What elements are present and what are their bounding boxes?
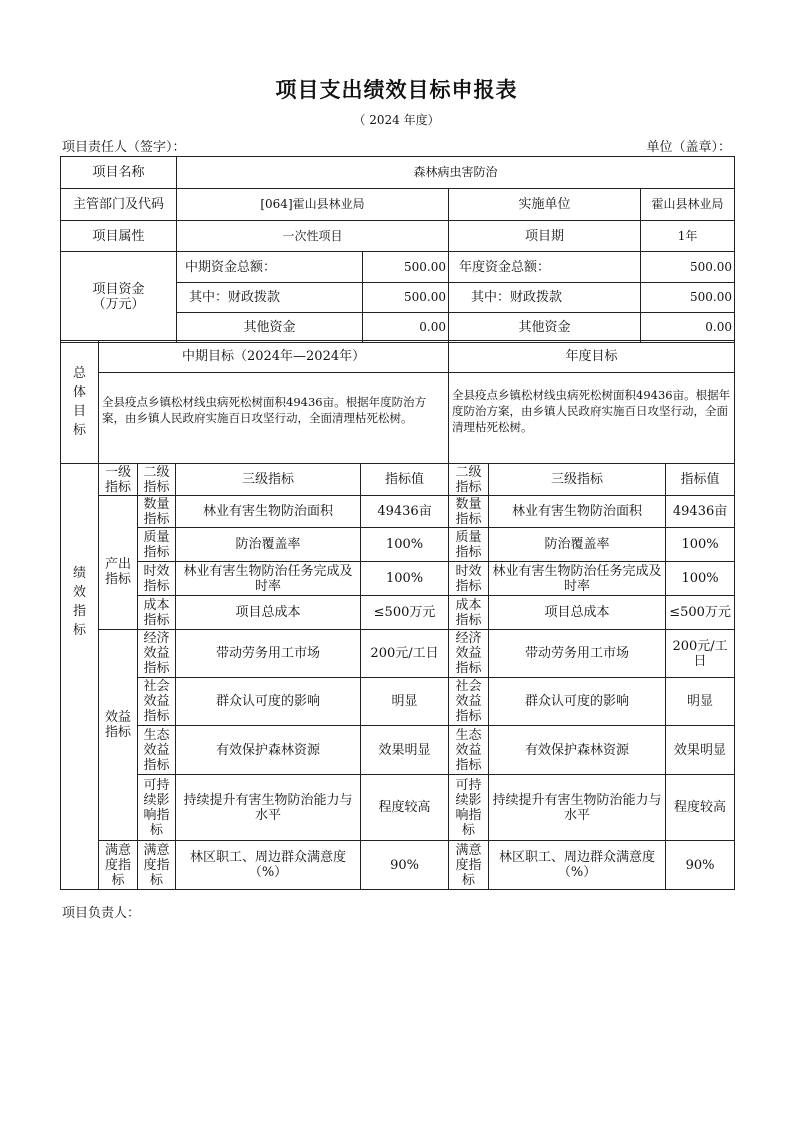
level2: 质量指标 [138, 528, 176, 562]
year-value: 效果明显 [666, 726, 735, 775]
project-funds-label [61, 252, 177, 343]
mid-fiscal-value: 500.00 [363, 283, 449, 313]
year-value: 100% [666, 562, 735, 596]
level3-annual: 林区职工、周边群众满意度（%） [489, 841, 666, 890]
annual-goal-text: 全县疫点乡镇松材线虫病死松树面积49436亩。根据年度防治方案，由乡镇人民政府实施百日攻坚行动，全面清理枯死松树。 [449, 373, 735, 464]
level2: 经济效益指标 [138, 630, 176, 678]
project-funds-label-line2: （万元） [92, 297, 145, 312]
header-level3: 三级指标 [176, 464, 361, 496]
overall-goal-label-text: 总体目标 [72, 366, 86, 438]
header-value: 指标值 [361, 464, 449, 496]
department-label: 主管部门及代码 [61, 189, 177, 221]
level2-annual: 经济效益指标 [449, 630, 489, 678]
header-level2: 二级指标 [138, 464, 176, 496]
implementing-unit-label: 实施单位 [449, 189, 641, 221]
level3: 项目总成本 [176, 596, 361, 630]
mid-other-label: 其他资金 [177, 313, 363, 343]
mid-value: 程度较高 [361, 775, 449, 841]
year-value: 200元/工日 [666, 630, 735, 678]
annual-goal-header: 年度目标 [449, 341, 735, 373]
indicator-header-row [61, 464, 735, 496]
mid-other-value: 0.00 [363, 313, 449, 343]
project-attribute-value: 一次性项目 [177, 221, 449, 252]
year-value: 90% [666, 841, 735, 890]
project-owner-label: 项目负责人： [62, 906, 141, 921]
level2-annual: 可持续影响指标 [449, 775, 489, 841]
mid-value: 100% [361, 562, 449, 596]
report-year: （ 2024 年度） [353, 113, 440, 127]
header-value-annual: 指标值 [666, 464, 735, 496]
year-value: 程度较高 [666, 775, 735, 841]
mid-value: 100% [361, 528, 449, 562]
indicator-row [61, 678, 735, 726]
level2: 生态效益指标 [138, 726, 176, 775]
row-project-name [61, 157, 735, 189]
year-value: 49436亩 [666, 496, 735, 528]
project-funds-label-line1: 项目资金 [92, 282, 145, 297]
goals-text-row [61, 373, 735, 464]
level1-output: 产出指标 [99, 496, 138, 630]
level3-annual: 林业有害生物防治面积 [489, 496, 666, 528]
level2-annual: 时效指标 [449, 562, 489, 596]
level3-annual: 林业有害生物防治任务完成及时率 [489, 562, 666, 596]
mid-fiscal-label: 其中：财政拨款 [177, 283, 363, 313]
project-period-value: 1年 [641, 221, 735, 252]
level2-annual: 满意度指标 [449, 841, 489, 890]
mid-value: 49436亩 [361, 496, 449, 528]
mid-value: 200元/工日 [361, 630, 449, 678]
unit-seal-label: 单位（盖章）： [646, 140, 731, 155]
year-value: 100% [666, 528, 735, 562]
project-attribute-label: 项目属性 [61, 221, 177, 252]
level3-annual: 防治覆盖率 [489, 528, 666, 562]
header-level1: 一级指标 [99, 464, 138, 496]
indicator-row [61, 726, 735, 775]
indicator-row [61, 775, 735, 841]
level2: 成本指标 [138, 596, 176, 630]
level1-benefit: 效益指标 [99, 630, 138, 841]
level3: 林业有害生物防治任务完成及时率 [176, 562, 361, 596]
row-department [61, 189, 735, 221]
level2: 社会效益指标 [138, 678, 176, 726]
row-project-attribute [61, 221, 735, 252]
header-level2-annual: 二级指标 [449, 464, 489, 496]
mid-total-label: 中期资金总额： [177, 252, 363, 283]
indicator-row [61, 596, 735, 630]
level3: 持续提升有害生物防治能力与水平 [176, 775, 361, 841]
level2: 满意度指标 [138, 841, 176, 890]
level2-annual: 社会效益指标 [449, 678, 489, 726]
year-total-label: 年度资金总额： [449, 252, 641, 283]
mid-value: 90% [361, 841, 449, 890]
performance-indicator-label-text: 绩效指标 [72, 565, 86, 638]
level3-annual: 有效保护森林资源 [489, 726, 666, 775]
indicator-row [61, 528, 735, 562]
level2: 可持续影响指标 [138, 775, 176, 841]
level3-annual: 带动劳务用工市场 [489, 630, 666, 678]
level3-annual: 项目总成本 [489, 596, 666, 630]
level3: 有效保护森林资源 [176, 726, 361, 775]
basic-info-table [60, 156, 735, 343]
year-value: 明显 [666, 678, 735, 726]
project-responsible-signature-label: 项目责任人（签字）： [62, 140, 186, 155]
year-other-label: 其他资金 [449, 313, 641, 343]
year-total-value: 500.00 [641, 252, 735, 283]
mid-total-value: 500.00 [363, 252, 449, 283]
mid-value: 效果明显 [361, 726, 449, 775]
level2-annual: 质量指标 [449, 528, 489, 562]
overall-goal-label [61, 341, 99, 464]
level3-annual: 群众认可度的影响 [489, 678, 666, 726]
row-fund-total [61, 252, 735, 283]
performance-goals-table [60, 340, 735, 890]
indicator-row [61, 496, 735, 528]
project-name-label: 项目名称 [61, 157, 177, 189]
year-value: ≤500万元 [666, 596, 735, 630]
level3: 林区职工、周边群众满意度（%） [176, 841, 361, 890]
level3: 林业有害生物防治面积 [176, 496, 361, 528]
mid-value: 明显 [361, 678, 449, 726]
level3: 带动劳务用工市场 [176, 630, 361, 678]
level3: 防治覆盖率 [176, 528, 361, 562]
indicator-row [61, 630, 735, 678]
year-fiscal-value: 500.00 [641, 283, 735, 313]
indicator-row [61, 562, 735, 596]
mid-term-goal-text: 全县疫点乡镇松材线虫病死松树面积49436亩。根据年度防治方案，由乡镇人民政府实施百日攻坚行动，全面清理枯死松树。 [99, 373, 449, 464]
mid-value: ≤500万元 [361, 596, 449, 630]
implementing-unit-value: 霍山县林业局 [641, 189, 735, 221]
year-other-value: 0.00 [641, 313, 735, 343]
level2-annual: 成本指标 [449, 596, 489, 630]
level3-annual: 持续提升有害生物防治能力与水平 [489, 775, 666, 841]
level3: 群众认可度的影响 [176, 678, 361, 726]
project-period-label: 项目期 [449, 221, 641, 252]
level2: 数量指标 [138, 496, 176, 528]
indicator-row [61, 841, 735, 890]
department-value: [064]霍山县林业局 [177, 189, 449, 221]
level2: 时效指标 [138, 562, 176, 596]
header-level3-annual: 三级指标 [489, 464, 666, 496]
level2-annual: 数量指标 [449, 496, 489, 528]
page-title: 项目支出绩效目标申报表 [275, 78, 518, 102]
project-name-value: 森林病虫害防治 [177, 157, 735, 189]
level1-satisfaction: 满意度指标 [99, 841, 138, 890]
level2-annual: 生态效益指标 [449, 726, 489, 775]
mid-term-goal-header: 中期目标（2024年—2024年） [99, 341, 449, 373]
year-fiscal-label: 其中：财政拨款 [449, 283, 641, 313]
performance-indicator-label [61, 464, 99, 890]
goals-header-row [61, 341, 735, 373]
